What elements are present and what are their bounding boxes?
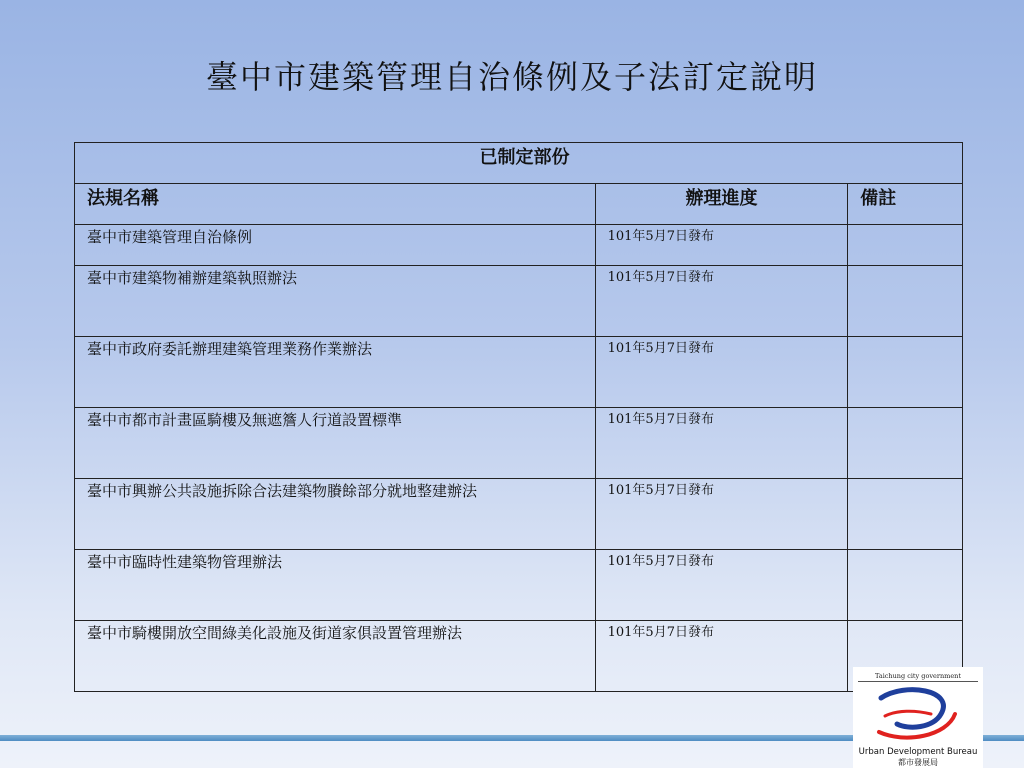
regulation-progress: 101年5月7日發布	[595, 479, 848, 550]
regulation-note	[848, 408, 963, 479]
regulation-name: 臺中市建築管理自治條例	[75, 225, 596, 266]
column-header-name: 法規名稱	[75, 184, 596, 225]
table-row	[75, 337, 963, 408]
table-row	[75, 408, 963, 479]
bureau-logo	[853, 667, 983, 768]
regulation-name: 臺中市建築物補辦建築執照辦法	[75, 266, 596, 337]
regulation-note	[848, 479, 963, 550]
logo-divider	[858, 681, 978, 682]
table-row	[75, 550, 963, 621]
table-row	[75, 479, 963, 550]
table-row	[75, 266, 963, 337]
regulation-progress: 101年5月7日發布	[595, 408, 848, 479]
regulation-name: 臺中市都市計畫區騎樓及無遮簷人行道設置標準	[75, 408, 596, 479]
regulation-note	[848, 225, 963, 266]
table-row	[75, 225, 963, 266]
logo-bureau-english: Urban Development Bureau	[858, 747, 978, 757]
group-header: 已制定部份	[75, 143, 963, 184]
regulations-table	[74, 142, 963, 692]
regulation-name: 臺中市興辦公共設施拆除合法建築物賸餘部分就地整建辦法	[75, 479, 596, 550]
regulation-note	[848, 337, 963, 408]
regulation-name: 臺中市臨時性建築物管理辦法	[75, 550, 596, 621]
slide-title: 臺中市建築管理自治條例及子法訂定說明	[205, 58, 818, 96]
column-header-progress: 辦理進度	[595, 184, 848, 225]
regulation-progress: 101年5月7日發布	[595, 225, 848, 266]
regulation-name: 臺中市騎樓開放空間綠美化設施及街道家俱設置管理辦法	[75, 621, 596, 692]
regulation-note	[848, 266, 963, 337]
regulation-progress: 101年5月7日發布	[595, 266, 848, 337]
table-row	[75, 621, 963, 692]
regulation-progress: 101年5月7日發布	[595, 550, 848, 621]
regulation-name: 臺中市政府委託辦理建築管理業務作業辦法	[75, 337, 596, 408]
regulation-note	[848, 550, 963, 621]
bureau-emblem-icon	[875, 684, 961, 746]
table-group-header-row	[75, 143, 963, 184]
column-header-note: 備註	[848, 184, 963, 225]
regulation-progress: 101年5月7日發布	[595, 337, 848, 408]
table-header-row	[75, 184, 963, 225]
logo-bureau-chinese: 都市發展局	[898, 758, 938, 767]
logo-government-text: Taichung city government	[875, 672, 961, 680]
regulation-progress: 101年5月7日發布	[595, 621, 848, 692]
